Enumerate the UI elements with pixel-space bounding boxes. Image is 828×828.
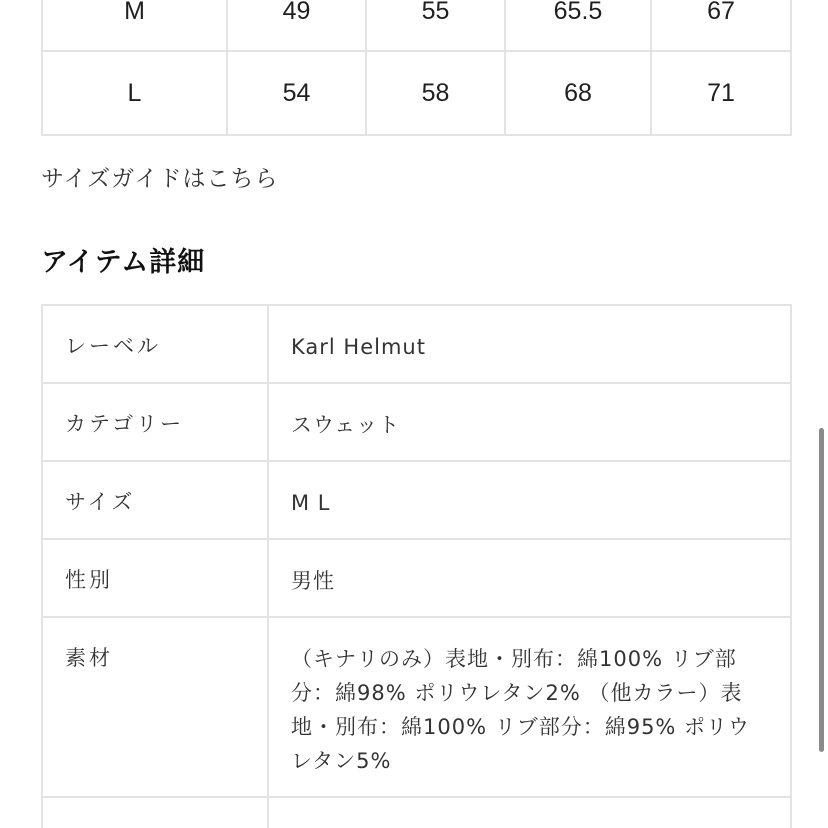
detail-value: （キナリのみ）表地・別布：綿100% リブ部分：綿98% ポリウレタン2% （他カラー）表地・別布：綿100% リブ部分：綿95% ポリウレタン5%: [268, 617, 791, 797]
measure-cell: 67: [651, 0, 791, 51]
size-table: [41, 0, 792, 136]
detail-key: [42, 797, 268, 828]
detail-value: 男性: [268, 539, 791, 617]
detail-key: 素材: [42, 617, 268, 797]
table-row: [42, 0, 791, 51]
detail-row-category: [42, 383, 791, 461]
item-details-table: [41, 304, 792, 828]
size-cell: L: [42, 51, 227, 135]
detail-value: Karl Helmut: [268, 305, 791, 383]
detail-value: M L: [268, 461, 791, 539]
detail-row-size: [42, 461, 791, 539]
measure-cell: 68: [505, 51, 651, 135]
size-guide-link[interactable]: サイズガイドはこちら: [41, 166, 279, 192]
measure-cell: 65.5: [505, 0, 651, 51]
measure-cell: 49: [227, 0, 366, 51]
detail-row-next: [42, 797, 791, 828]
measure-cell: 54: [227, 51, 366, 135]
measure-cell: 71: [651, 51, 791, 135]
size-cell: M: [42, 0, 227, 51]
detail-value: [268, 797, 791, 828]
detail-key: レーベル: [42, 305, 268, 383]
detail-row-label: [42, 305, 791, 383]
detail-value: スウェット: [268, 383, 791, 461]
item-details-title: アイテム詳細: [41, 247, 206, 278]
detail-key: カテゴリー: [42, 383, 268, 461]
table-row: [42, 51, 791, 135]
detail-key: 性別: [42, 539, 268, 617]
scrollbar[interactable]: [819, 428, 824, 752]
measure-cell: 58: [366, 51, 505, 135]
measure-cell: 55: [366, 0, 505, 51]
detail-row-material: [42, 617, 791, 797]
detail-key: サイズ: [42, 461, 268, 539]
detail-row-gender: [42, 539, 791, 617]
